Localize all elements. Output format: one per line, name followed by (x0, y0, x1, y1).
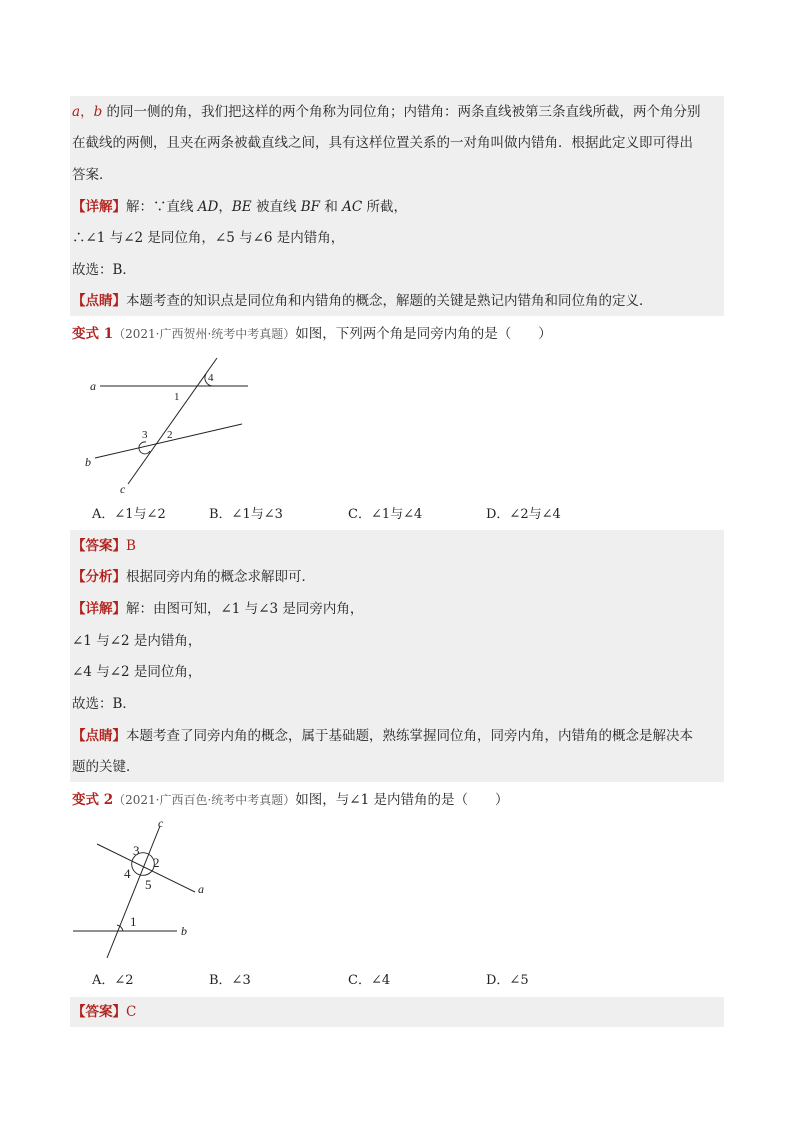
line-c (128, 358, 217, 484)
angle-label-1: 1 (130, 914, 137, 929)
label-a: a (198, 882, 204, 896)
explanation-line-2: 在截线的两侧，且夹在两条被截直线之间，具有这样位置关系的一对角叫做内错角．根据此定义即可得出 (72, 135, 693, 151)
variant2-option-a[interactable]: A．∠2 (92, 973, 134, 988)
answer-tag: 【答案】 (72, 1004, 126, 1020)
variant1-answer: 【答案】B (72, 538, 136, 554)
comment-tag: 【点睛】 (72, 293, 126, 309)
label-c: c (120, 482, 126, 496)
detail-tag: 【详解】 (72, 601, 126, 617)
angle-label-5: 5 (145, 877, 152, 892)
variant1-detail-3: ∠4 与∠2 是同位角， (72, 664, 202, 680)
comment-line: 【点睛】本题考查的知识点是同位角和内错角的概念，解题的关键是熟记内错角和同位角的定义． (72, 293, 653, 309)
variant2-option-c[interactable]: C．∠4 (348, 973, 391, 988)
solution-block-3 (70, 997, 724, 1027)
variant1-comment-2: 题的关键． (72, 759, 140, 775)
angle-label-2: 2 (153, 855, 160, 870)
label-b: b (85, 455, 91, 469)
variant1-detail-1: 【详解】解：由图可知，∠1 与∠3 是同旁内角， (72, 601, 364, 617)
explanation-line-3: 答案． (72, 167, 113, 183)
variant2-figure (65, 814, 225, 964)
analysis-tag: 【分析】 (72, 569, 126, 585)
variant2-question: 变式 2（2021·广西百色·统考中考真题）如图，与∠1 是内错角的是（ ） (72, 792, 509, 808)
variant1-option-d[interactable]: D．∠2与∠4 (486, 507, 561, 522)
variant1-option-c[interactable]: C．∠1与∠4 (348, 507, 423, 522)
explanation-line-1: a，b 的同一侧的角，我们把这样的两个角称为同位角；内错角：两条直线被第三条直线所截，两个角分别 (72, 104, 701, 120)
variant1-figure (80, 350, 280, 500)
variant2-option-b[interactable]: B．∠3 (209, 973, 251, 988)
variant2-option-d[interactable]: D．∠5 (486, 973, 529, 988)
variant1-question: 变式 1（2021·广西贺州·统考中考真题）如图，下列两个角是同旁内角的是（ ） (72, 326, 552, 342)
label-b: b (181, 924, 187, 938)
angle-label-4: 4 (124, 866, 131, 881)
variant1-comment-1: 【点睛】本题考查了同旁内角的概念，属于基础题，熟练掌握同位角，同旁内角，内错角的概念是解决本 (72, 728, 693, 744)
variant2-source: （2021·广西百色·统考中考真题） (113, 793, 296, 807)
angle-label-3: 3 (133, 843, 140, 858)
therefore-line: ∴∠1 与∠2 是同位角，∠5 与∠6 是内错角， (72, 230, 345, 246)
label-a: a (90, 379, 96, 393)
variant1-option-a[interactable]: A．∠1与∠2 (92, 507, 166, 522)
angle-label-1: 1 (174, 391, 180, 403)
variant1-analysis: 【分析】根据同旁内角的概念求解即可． (72, 569, 315, 585)
variant2-title: 变式 2 (72, 792, 114, 808)
detail-line: 【详解】解：∵直线 AD，BE 被直线 BF 和 AC 所截， (72, 199, 408, 215)
variant1-detail-2: ∠1 与∠2 是内错角， (72, 633, 202, 649)
variant2-answer: 【答案】C (72, 1004, 137, 1020)
variant1-choose: 故选：B． (72, 696, 136, 712)
variant1-option-b[interactable]: B．∠1与∠3 (209, 507, 283, 522)
variant1-title: 变式 1 (72, 326, 114, 342)
label-c: c (158, 816, 164, 830)
comment-tag: 【点睛】 (72, 728, 126, 744)
detail-tag: 【详解】 (72, 199, 126, 215)
angle-label-3: 3 (142, 429, 148, 441)
choose-line: 故选：B． (72, 262, 136, 278)
variant1-source: （2021·广西贺州·统考中考真题） (113, 327, 296, 341)
angle-label-2: 2 (167, 429, 173, 441)
answer-tag: 【答案】 (72, 538, 126, 554)
angle-label-4: 4 (208, 372, 214, 384)
